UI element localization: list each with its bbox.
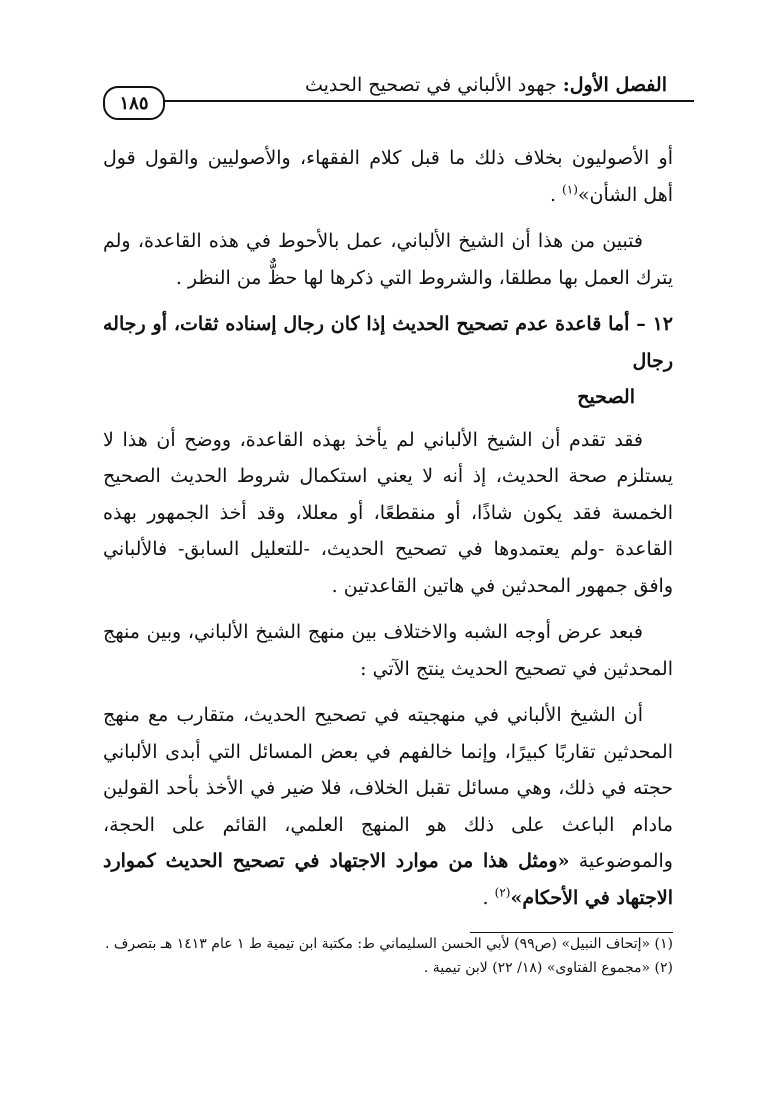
footnote-ref-1[interactable]: (١) — [562, 182, 578, 197]
paragraph-4: فبعد عرض أوجه الشبه والاختلاف بين منهج الشيخ الألباني، وبين منهج المحدثين في تصحيح الحديث ينتج الآتي : — [103, 621, 673, 680]
paragraph-3: فقد تقدم أن الشيخ الألباني لم يأخذ بهذه القاعدة، ووضح أن هذا لا يستلزم صحة الحديث، إذ أنه لا يعني استكمال شروط الحديث الصحيح الخمسة فقد يكون شاذًا، أو منقطعًا، أو معللا، وقد أخذ الجمهور بهذه القاعدة -ولم يعتمدوها في تصحيح الحديث، -للتعليل السابق- فالألباني وافق جمهور المحدثين في هاتين القاعدتين . — [103, 428, 673, 597]
chapter-label: الفصل الأول: — [562, 74, 667, 96]
paragraph-5 — [103, 697, 673, 916]
page-number-badge — [103, 86, 165, 120]
paragraph-1-end: . — [549, 183, 563, 206]
footnote-1: (١) «إتحاف النبيل» (ص٩٩) لأبي الحسن السليماني ط: مكتبة ابن تيمية ط ١ عام ١٤١٣ هـ بتصرف . — [104, 936, 673, 952]
heading-second-line: الصحيح — [577, 386, 635, 408]
paragraph-1-text: أو الأصوليون بخلاف ذلك ما قبل كلام الفقهاء، والأصوليين والقول قول أهل الشأن» — [103, 147, 673, 206]
paragraph-2: فتبين من هذا أن الشيخ الألباني، عمل بالأحوط في هذه القاعدة، ولم يترك العمل بها مطلقا، والشروط التي ذكرها لها حظٌّ من النظر . — [103, 230, 673, 289]
header-rule — [118, 100, 694, 102]
footnotes — [80, 932, 673, 980]
section-heading-12 — [103, 306, 673, 416]
page-number: ١٨٥ — [119, 92, 149, 114]
paragraph-1 — [103, 140, 673, 213]
footnote-2: (٢) «مجموع الفتاوى» (١٨/ ٢٢) لابن تيمية . — [423, 960, 673, 976]
heading-first-line: ١٢ – أما قاعدة عدم تصحيح الحديث إذا كان رجال إسناده ثقات، أو رجاله رجال — [103, 313, 673, 372]
paragraph-5-text: أن الشيخ الألباني في منهجيته في تصحيح الحديث، متقارب مع منهج المحدثين تقاربًا كبيرًا، وإنما خالفهم في بعض المسائل التي أبدى الألباني حجته في ذلك، وهي مسائل تقبل الخلاف، فلا ضير في الأخذ بأحد القولين مادام الباعث على ذلك هو المنهج العلمي، القائم على الحجة، والموضوعية — [103, 704, 673, 872]
main-text — [103, 140, 673, 926]
header-title: جهود الألباني في تصحيح الحديث — [304, 74, 557, 96]
running-header — [305, 74, 667, 96]
footnote-ref-2[interactable]: (٢) — [494, 885, 511, 900]
quote-bold: «ومثل هذا من موارد الاجتهاد في تصحيح الحديث كموارد الاجتهاد في الأحكام» — [103, 850, 673, 909]
paragraph-5-end: . — [482, 886, 495, 909]
